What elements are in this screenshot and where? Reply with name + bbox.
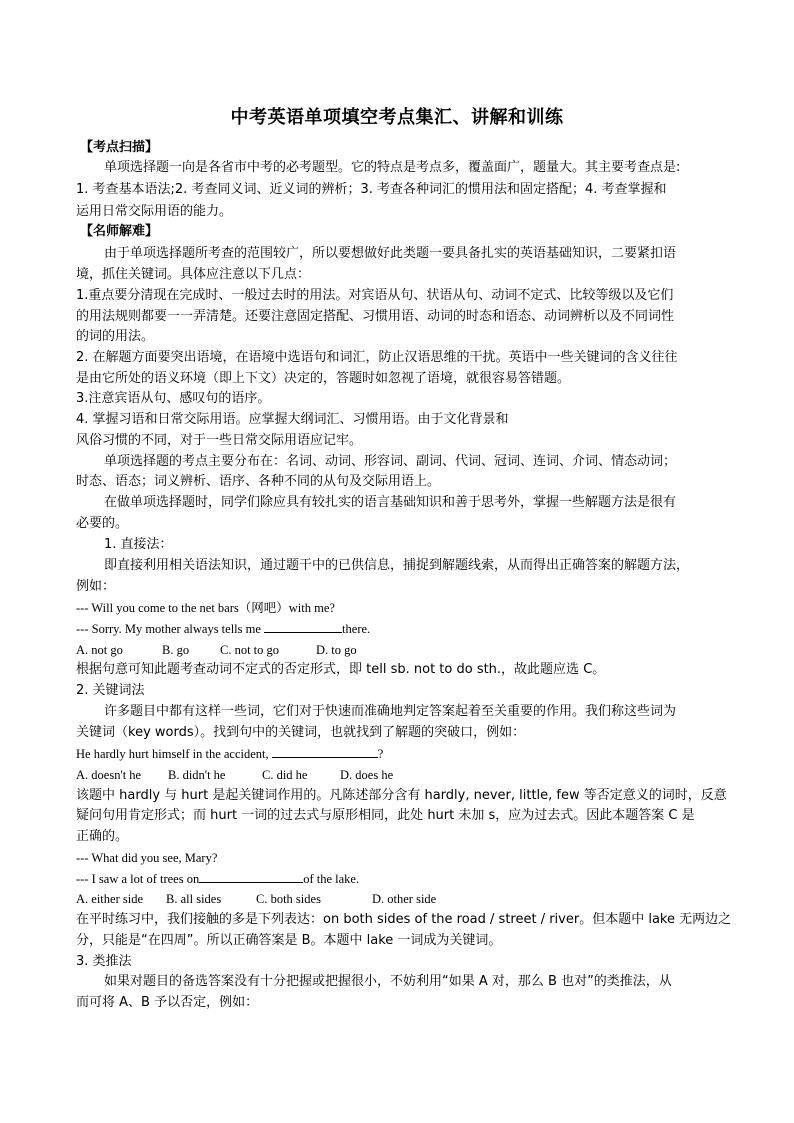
explanation-line: 根据句意可知此题考查动词不定式的否定形式，即 tell sb. not to do sth.，故此题应选 C。 bbox=[76, 662, 606, 677]
paragraph-line: 如果对题目的备选答案没有十分把握或把握很小，不妨利用“如果 A 对，那么 B 也对”的类推法，从 bbox=[104, 974, 672, 989]
paragraph-line: 风俗习惯的不同，对于一些日常交际用语应记牢。 bbox=[76, 433, 363, 448]
paragraph-line: 3.注意宾语从句、感叹句的语序。 bbox=[76, 391, 271, 406]
paragraph-line: 的用法规则都要一一弄清楚。还要注意固定搭配、习惯用语、动词的时态和语态、动词辨析以及不同词性 bbox=[76, 309, 675, 324]
paragraph-line: 而可将 A、B 予以否定，例如： bbox=[76, 995, 259, 1010]
question-line bbox=[76, 744, 383, 764]
paragraph-line: 4. 掌握习语和日常交际用语。应掌握大纲词汇、习惯用语。由于文化背景和 bbox=[76, 412, 509, 427]
answer-blank bbox=[272, 745, 378, 758]
paragraph-line: 境，抓住关键词。具体应注意以下几点： bbox=[76, 267, 311, 282]
paragraph-line: 许多题目中都有这样一些词，它们对于快速而准确地判定答案起着至关重要的作用。我们称这些词为 bbox=[104, 704, 677, 719]
explanation-line: 分，只能是“在四周”。所以正确答案是 B。本题中 lake 一词成为关键词。 bbox=[76, 933, 502, 948]
question-text: --- I saw a lot of trees on bbox=[76, 872, 200, 886]
question-line bbox=[76, 619, 370, 639]
section-heading-exam-points: 【考点扫描】 bbox=[80, 140, 159, 155]
option-c: C. not to go bbox=[220, 643, 280, 657]
question-text: --- Sorry. My mother always tells me bbox=[76, 622, 265, 636]
paragraph-line: 是由它所处的语义环境（即上下文）决定的，答题时如忽视了语境，就很容易答错题。 bbox=[76, 371, 571, 386]
method-heading-direct: 1. 直接法： bbox=[104, 537, 173, 552]
option-d: D. to go bbox=[316, 643, 357, 657]
method-heading-analogy: 3. 类推法 bbox=[76, 954, 132, 969]
section-heading-teacher-tips: 【名师解难】 bbox=[80, 224, 159, 239]
option-b: B. all sides bbox=[166, 892, 222, 906]
paragraph-line: 时态、语态；词义辨析、语序、各种不同的从句及交际用语上。 bbox=[76, 474, 441, 489]
question-text: of the lake. bbox=[303, 872, 360, 886]
option-c: C. both sides bbox=[256, 892, 321, 906]
paragraph-line: 2. 在解题方面要突出语境，在语境中选语句和词汇，防止汉语思维的干扰。英语中一些关键词的含义往往 bbox=[76, 350, 678, 365]
question-text: He hardly hurt himself in the accident, bbox=[76, 747, 272, 761]
option-d: D. other side bbox=[372, 892, 437, 906]
paragraph-line: 1. 考查基本语法;2. 考查同义词、近义词的辨析；3. 考查各种词汇的惯用法和固定搭配；4. 考查掌握和 bbox=[76, 182, 667, 197]
explanation-line: 在平时练习中，我们接触的多是下列表达：on both sides of the road / street / river。但本题中 lake 无两边之 bbox=[76, 912, 732, 927]
page-title: 中考英语单项填空考点集汇、讲解和训练 bbox=[230, 107, 564, 128]
paragraph-line: 1.重点要分清现在完成时、一般过去时的用法。对宾语从句、状语从句、动词不定式、比较等级以及它们 bbox=[76, 288, 674, 303]
paragraph-line: 在做单项选择题时，同学们除应具有较扎实的语言基础知识和善于思考外，掌握一些解题方法是很有 bbox=[104, 495, 677, 510]
answer-options bbox=[76, 765, 393, 785]
explanation-line: 正确的。 bbox=[76, 829, 129, 844]
paragraph-line: 由于单项选择题所考查的范围较广，所以要想做好此类题一要具备扎实的英语基础知识，二要紧扣语 bbox=[104, 246, 677, 261]
option-b: B. didn't he bbox=[168, 768, 226, 782]
option-a: A. either side bbox=[76, 892, 143, 906]
paragraph-line: 关键词（key words）。找到句中的关键词，也就找到了解题的突破口，例如： bbox=[76, 725, 526, 740]
question-line: --- Will you come to the net bars（网吧）with me? bbox=[76, 601, 335, 615]
option-c: C. did he bbox=[262, 768, 308, 782]
answer-blank bbox=[264, 620, 342, 633]
answer-blank bbox=[199, 870, 303, 883]
answer-options bbox=[76, 640, 357, 660]
option-b: B. go bbox=[162, 643, 190, 657]
option-a: A. doesn't he bbox=[76, 768, 142, 782]
question-text: there. bbox=[342, 622, 371, 636]
paragraph-line: 即直接利用相关语法知识，通过题干中的已供信息，捕捉到解题线索，从而得出正确答案的解题方法， bbox=[104, 558, 690, 573]
question-text: ? bbox=[377, 747, 384, 761]
paragraph-line: 必要的。 bbox=[76, 516, 129, 531]
question-line: --- What did you see, Mary? bbox=[76, 851, 218, 865]
method-heading-keyword: 2. 关键词法 bbox=[76, 683, 145, 698]
option-d: D. does he bbox=[340, 768, 394, 782]
explanation-line: 该题中 hardly 与 hurt 是起关键词作用的。凡陈述部分含有 hardly, never, little, few 等否定意义的词时，反意 bbox=[76, 788, 727, 803]
question-line bbox=[76, 869, 359, 889]
paragraph-line: 的词的用法。 bbox=[76, 329, 155, 344]
answer-options bbox=[76, 889, 436, 909]
option-a: A. not go bbox=[76, 643, 123, 657]
paragraph-line: 单项选择题一向是各省市中考的必考题型。它的特点是考点多，覆盖面广，题量大。其主要考查点是: bbox=[104, 160, 681, 175]
paragraph-line: 运用日常交际用语的能力。 bbox=[76, 204, 233, 219]
explanation-line: 疑问句用肯定形式；而 hurt 一词的过去式与原形相同，此处 hurt 未加 s，应为过去式。因此本题答案 C 是 bbox=[76, 808, 695, 823]
paragraph-line: 单项选择题的考点主要分布在：名词、动词、形容词、副词、代词、冠词、连词、介词、情态动词； bbox=[104, 454, 677, 469]
paragraph-line: 例如： bbox=[76, 579, 116, 594]
